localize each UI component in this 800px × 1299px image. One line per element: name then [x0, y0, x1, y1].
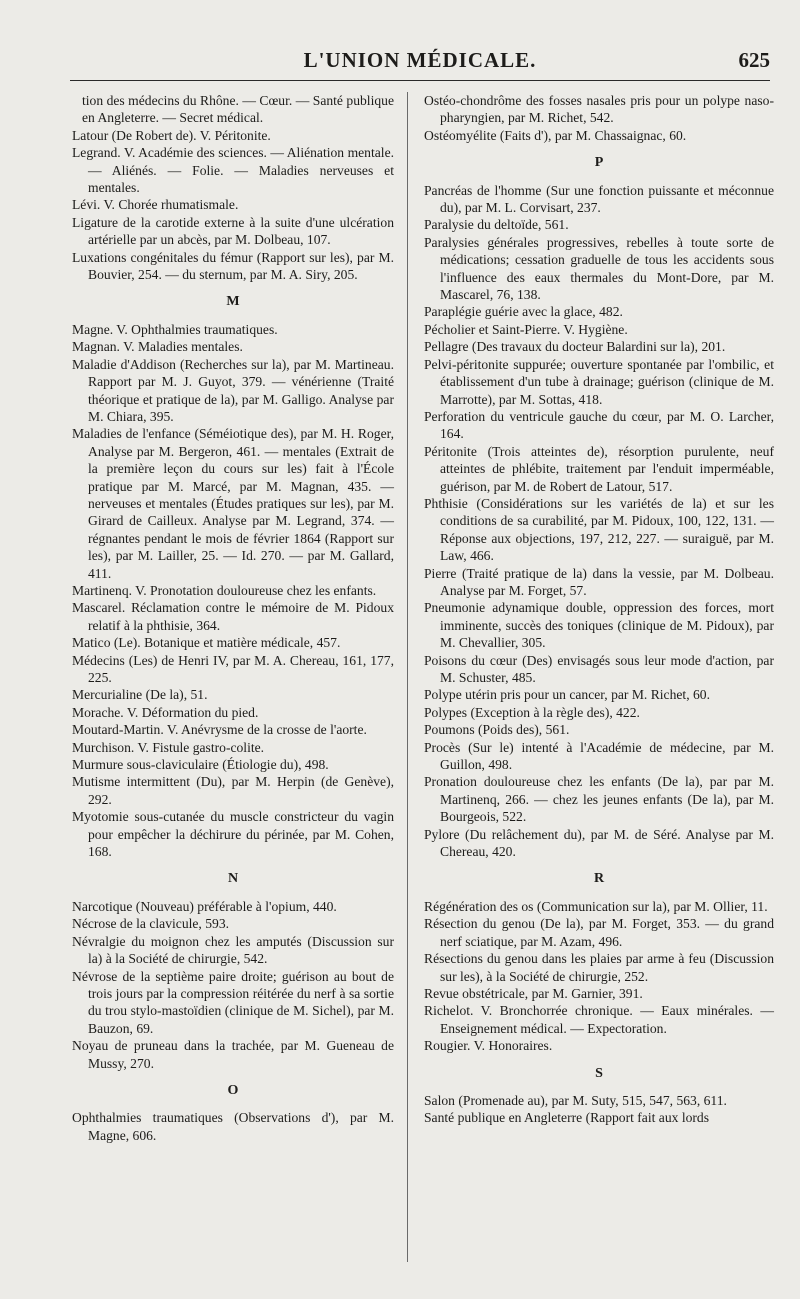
index-entry: Mascarel. Réclamation contre le mémoire de M. Pidoux relatif à la phthisie, 364. — [72, 600, 394, 633]
index-entry: Revue obstétricale, par M. Garnier, 391. — [424, 985, 643, 1001]
index-entry: Paralysie du deltoïde, 561. — [424, 217, 569, 233]
index-entry: Résection du genou (De la), par M. Forget, 353. — du grand nerf sciatique, par M. Azam, 496. — [424, 916, 774, 949]
index-entry: Péritonite (Trois atteintes de), résorption purulente, neuf atteintes de phlébite, traitement par l'enduit imperméable, guérison, par M. de Robert de Latour, 517. — [424, 443, 774, 494]
index-entry: Richelot. V. Bronchorrée chronique. — Eaux minérales. — Enseignement médical. — Expectoration. — [424, 1003, 774, 1036]
index-entry: Salon (Promenade au), par M. Suty, 515, 547, 563, 611. — [424, 1092, 727, 1108]
index-entry: Moutard-Martin. V. Anévrysme de la crosse de l'aorte. — [72, 722, 367, 738]
index-entry: Pécholier et Saint-Pierre. V. Hygiène. — [424, 321, 628, 337]
page-header — [70, 44, 770, 81]
index-entry: Magne. V. Ophthalmies traumatiques. — [72, 321, 278, 337]
index-entry: Procès (Sur le) intenté à l'Académie de médecine, par M. Guillon, 498. — [424, 739, 774, 773]
index-entry: Ostéomyélite (Faits d'), par M. Chassaignac, 60. — [424, 127, 687, 143]
index-entry: Murchison. V. Fistule gastro-colite. — [72, 739, 265, 755]
index-entry: Maladies de l'enfance (Séméiotique des), par M. H. Roger, Analyse par M. Bergeron, 461. — mentales (Extrait de la première leçon du cours sur les) fait à l'École pratique par M. Marcé, par M. Magnan, 435. — nerveuses et mentales (Études pratiques sur les), par M. Girard de Cailleux. Analyse par M. Legrand, 374. — régnantes pendant le mois de février 1864 (Rapport sur les), par M. Lailler, 25. — Id. 270. — par M. Gallard, 411. — [72, 426, 394, 581]
index-entry: Myotomie sous-cutanée du muscle constricteur du vagin pour empêcher la déchirure du périnée, par M. Cohen, 168. — [72, 809, 394, 860]
index-entry: Legrand. V. Académie des sciences. — Aliénation mentale. — Aliénés. — Folie. — Maladies nerveuses et mentales. — [72, 145, 394, 196]
index-entry: Médecins (Les) de Henri IV, par M. A. Chereau, 161, 177, 225. — [72, 652, 394, 685]
index-entry: Poisons du cœur (Des) envisagés sous leur mode d'action, par M. Schuster, 485. — [424, 652, 774, 685]
section-letter: R — [593, 871, 605, 887]
index-entry: Poumons (Poids des), 561. — [424, 722, 570, 738]
index-entry: Perforation du ventricule gauche du cœur, par M. O. Larcher, 164. — [424, 408, 774, 442]
index-entry: Matico (Le). Botanique et matière médicale, 457. — [72, 635, 341, 651]
index-entry: Pelvi-péritonite suppurée; ouverture spontanée par l'ombilic, et établissement d'un tube à drainage; guérison (clinique de M. Marrotte), par M. Sottas, 418. — [424, 356, 774, 407]
index-entry: Pancréas de l'homme (Sur une fonction puissante et méconnue du), par M. L. Corvisart, 237. — [424, 182, 774, 216]
index-entry: Paraplégie guérie avec la glace, 482. — [424, 304, 623, 320]
index-entry: Pierre (Traité pratique de la) dans la vessie, par M. Dolbeau. Analyse par M. Forget, 57. — [424, 565, 774, 598]
index-entry: Phthisie (Considérations sur les variétés de la) et sur les conditions de sa curabilité, par M. Pidoux, 100, 122, 131. — Réponse aux objections, 197, 212, 227. — suraiguë, par M. Law, 466. — [424, 495, 774, 564]
journal-title: L'UNION MÉDICALE. — [303, 48, 537, 72]
index-entry: Pneumonie adynamique double, oppression des forces, mort imminente, succès des toniques (clinique de M. Pidoux), par M. Chevallier, 305. — [424, 600, 774, 651]
index-entry: Pellagre (Des travaux du docteur Balardini sur la), 201. — [424, 339, 726, 355]
index-entry: Névralgie du moignon chez les amputés (Discussion sur la) à la Société de chirurgie, 542. — [72, 933, 394, 967]
index-entry: Résections du genou dans les plaies par arme à feu (Discussion sur les), à la Société de chirurgie, 252. — [424, 951, 774, 984]
index-entry: Polypes (Exception à la règle des), 422. — [424, 704, 640, 720]
index-entry: Morache. V. Déformation du pied. — [72, 704, 259, 720]
index-entry: Ophthalmies traumatiques (Observations d'), par M. Magne, 606. — [72, 1110, 394, 1143]
index-entry: Luxations congénitales du fémur (Rapport sur les), par M. Bouvier, 254. — du sternum, par M. A. Siry, 205. — [72, 249, 394, 283]
page-number: 625 — [738, 48, 770, 72]
right-index-column — [424, 92, 774, 1127]
left-index-column — [72, 92, 394, 1144]
index-entry: Névrose de la septième paire droite; guérison au bout de trois jours par la compression réitérée du nerf à sa sortie du trou stylo-mastoïdien (clinique de M. Sichel), par M. Bauzon, 69. — [72, 968, 394, 1036]
index-entry: Ligature de la carotide externe à la suite d'une ulcération artérielle par un abcès, par M. Dolbeau, 107. — [72, 214, 394, 248]
index-entry: Régénération des os (Communication sur la), par M. Ollier, 11. — [424, 898, 768, 914]
index-entry: Latour (De Robert de). V. Péritonite. — [72, 127, 271, 143]
section-letter: S — [595, 1065, 603, 1081]
index-entry: Mutisme intermittent (Du), par M. Herpin (de Genève), 292. — [72, 774, 394, 807]
index-entry: Pronation douloureuse chez les enfants (De la), par par M. Martinenq, 266. — chez les jeunes enfants (De la), par M. Bourgeois, 522. — [424, 774, 774, 825]
index-entry: Polype utérin pris pour un cancer, par M. Richet, 60. — [424, 687, 710, 703]
index-entry: Martinenq. V. Pronotation douloureuse chez les enfants. — [72, 582, 377, 598]
index-entry: Mercurialine (De la), 51. — [72, 687, 208, 703]
column-divider — [407, 92, 408, 1262]
section-letter: N — [227, 871, 239, 887]
index-entry: Narcotique (Nouveau) préférable à l'opium, 440. — [72, 898, 337, 914]
index-entry: Murmure sous-claviculaire (Étiologie du), 498. — [72, 757, 329, 773]
index-entry: Maladie d'Addison (Recherches sur la), par M. Martineau. Rapport par M. J. Guyot, 379. — vénérienne (Traité théorique et pratique de la), par M. Galligo. Analyse par M. Chiara, 395. — [72, 356, 394, 424]
index-entry: Ostéo-chondrôme des fosses nasales pris pour un polype naso-pharyngien, par M. Richet, 542. — [424, 93, 774, 126]
index-entry: Lévi. V. Chorée rhumatismale. — [72, 197, 239, 213]
index-entry: Paralysies générales progressives, rebelles à toute sorte de médications; cessation graduelle de tous les accidents sous l'influence des eaux thermales du Mont-Dore, par M. Mascarel, 76, 138. — [424, 234, 774, 303]
index-entry: Magnan. V. Maladies mentales. — [72, 339, 243, 355]
section-letter: O — [227, 1082, 239, 1098]
index-entry: Nécrose de la clavicule, 593. — [72, 916, 230, 932]
index-entry: Santé publique en Angleterre (Rapport fait aux lords — [424, 1110, 710, 1126]
index-entry: Pylore (Du relâchement du), par M. de Séré. Analyse par M. Chereau, 420. — [424, 826, 774, 860]
index-entry: Rougier. V. Honoraires. — [424, 1038, 553, 1054]
section-letter: M — [226, 294, 240, 310]
section-letter: P — [594, 155, 604, 171]
index-entry: tion des médecins du Rhône. — Cœur. — Santé publique en Angleterre. — Secret médical. — [82, 93, 394, 126]
index-entry: Noyau de pruneau dans la trachée, par M. Gueneau de Mussy, 270. — [72, 1038, 394, 1071]
